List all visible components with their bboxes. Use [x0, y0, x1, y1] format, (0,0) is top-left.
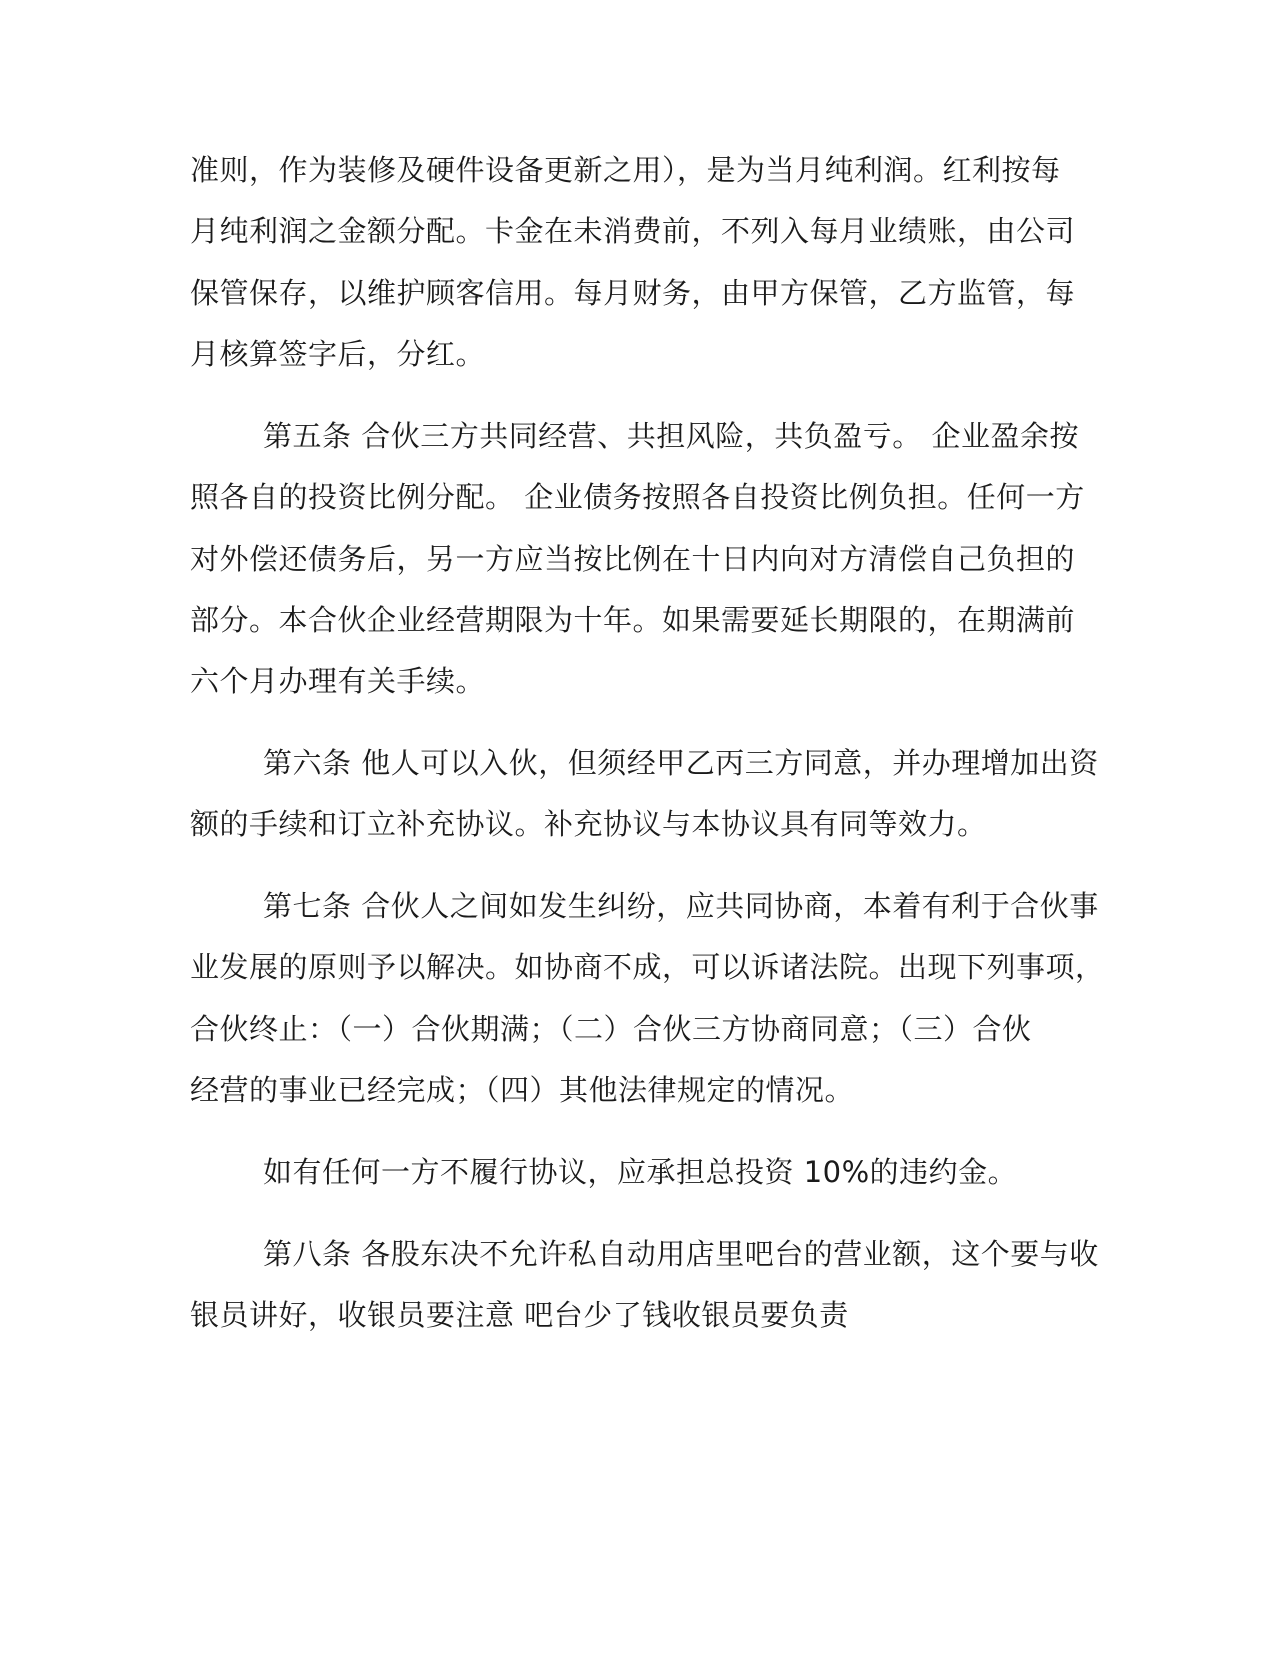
text-line: 业发展的原则予以解决。如协商不成，可以诉诸法院。出现下列事项，: [190, 950, 1105, 984]
text-line: 额的手续和订立补充协议。补充协议与本协议具有同等效力。: [190, 807, 987, 841]
text-line: 第六条 他人可以入伙，但须经甲乙丙三方同意，并办理增加出资: [263, 746, 1099, 780]
text-line: 银员讲好，收银员要注意 吧台少了钱收银员要负责: [190, 1298, 849, 1332]
text-line: 准则，作为装修及硬件设备更新之用），是为当月纯利润。红利按每: [190, 153, 1061, 187]
text-line: 经营的事业已经完成；（四）其他法律规定的情况。: [190, 1073, 855, 1107]
text-line: 对外偿还债务后，另一方应当按比例在十日内向对方清偿自己负担的: [190, 542, 1076, 576]
text-line: 合伙终止：（一）合伙期满；（二）合伙三方协商同意；（三）合伙: [190, 1012, 1032, 1046]
text-line: 月核算签字后，分红。: [190, 337, 486, 371]
text-line: 照各自的投资比例分配。 企业债务按照各自投资比例负担。任何一方: [190, 480, 1085, 514]
text-line: 第八条 各股东决不允许私自动用店里吧台的营业额，这个要与收: [263, 1237, 1099, 1271]
text-line: 如有任何一方不履行协议，应承担总投资 10%的违约金。: [263, 1155, 1018, 1189]
text-line: 月纯利润之金额分配。卡金在未消费前，不列入每月业绩账，由公司: [190, 214, 1076, 248]
text-line: 部分。本合伙企业经营期限为十年。如果需要延长期限的，在期满前: [190, 603, 1076, 637]
text-line: 保管保存，以维护顾客信用。每月财务，由甲方保管，乙方监管，每: [190, 276, 1076, 310]
text-line: 第七条 合伙人之间如发生纠纷，应共同协商，本着有利于合伙事: [263, 889, 1099, 923]
text-line: 第五条 合伙三方共同经营、共担风险，共负盈亏。 企业盈余按: [263, 419, 1079, 453]
text-line: 六个月办理有关手续。: [190, 664, 486, 698]
